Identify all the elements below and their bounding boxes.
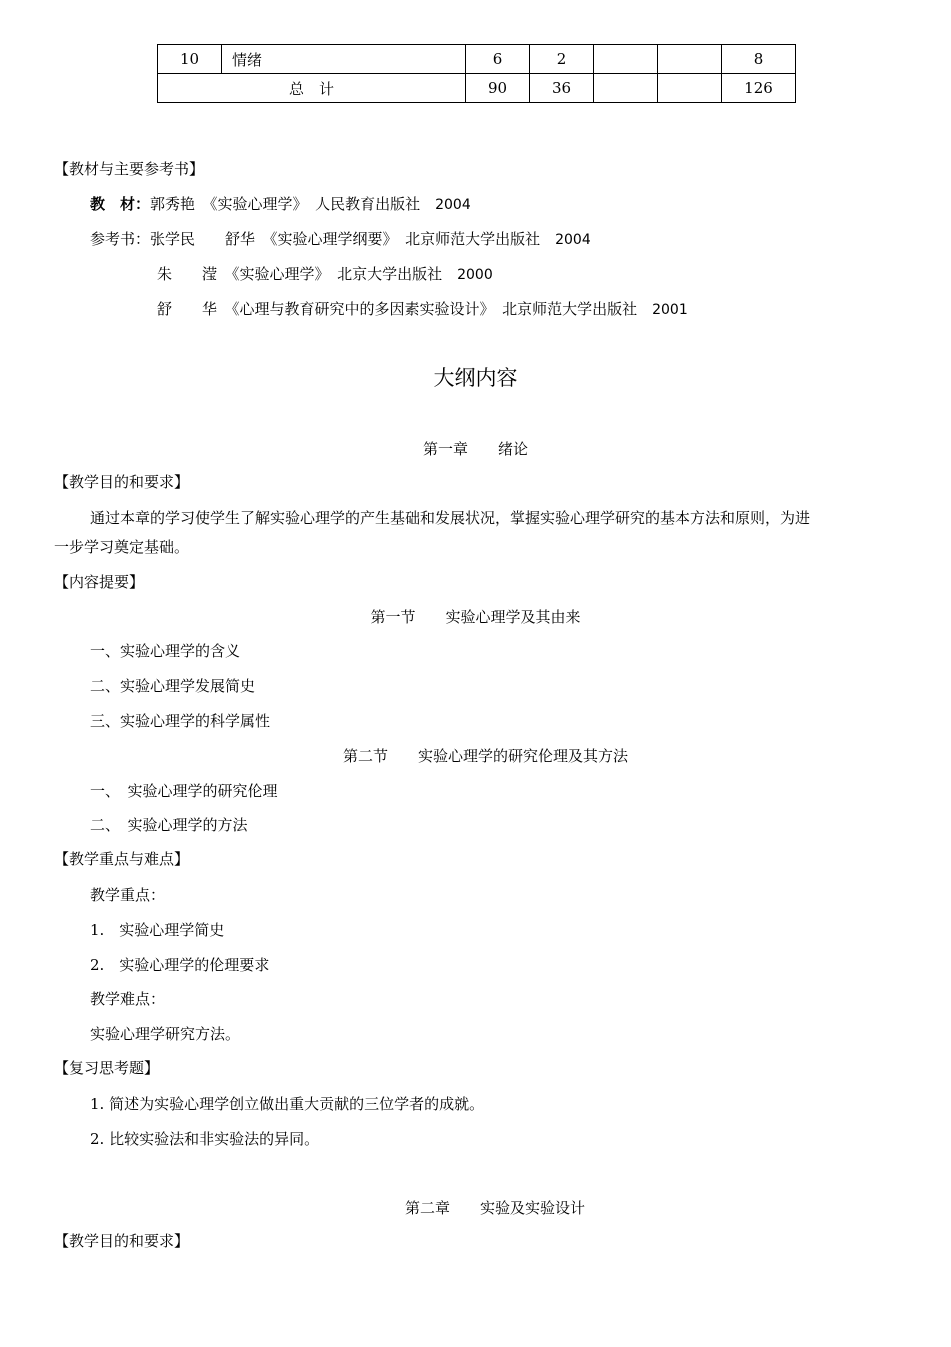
reference-line	[90, 230, 591, 249]
list-item: 二、 实验心理学的方法	[90, 816, 248, 834]
textbook-label: 教 材：	[90, 195, 151, 213]
reference-line	[157, 265, 493, 284]
book-year: 2000	[457, 267, 493, 283]
difficulty-text: 实验心理学研究方法。	[90, 1025, 241, 1043]
book-title: 《实验心理学纲要》	[270, 230, 391, 248]
book-title: 《实验心理学》	[232, 265, 323, 283]
book-year: 2004	[555, 232, 591, 248]
cell-value: 2	[530, 45, 594, 74]
cell-value: 6	[466, 45, 530, 74]
book-publisher: 北京师范大学出版社	[405, 230, 541, 248]
book-title: 《实验心理学》	[210, 195, 301, 213]
goals-heading: 【教学目的和要求】	[54, 1232, 190, 1250]
list-item: 1. 实验心理学简史	[90, 921, 225, 939]
section-title: 第一节 实验心理学及其由来	[370, 608, 581, 626]
chapter-title: 第一章 绪论	[422, 440, 528, 458]
list-item: 三、实验心理学的科学属性	[90, 712, 271, 730]
book-publisher: 人民教育出版社	[315, 195, 421, 213]
section-title: 第二节 实验心理学的研究伦理及其方法	[342, 747, 628, 765]
table-total-row	[158, 74, 796, 103]
cell-no: 10	[158, 45, 222, 74]
cell-value: 36	[530, 74, 594, 103]
list-item: 一、 实验心理学的研究伦理	[90, 782, 278, 800]
reference-line	[157, 300, 688, 319]
cell-value: 126	[722, 74, 796, 103]
cell-value: 8	[722, 45, 796, 74]
key-label: 教学重点：	[90, 886, 166, 904]
book-author: 朱 滢	[157, 265, 218, 283]
list-item: 2. 比较实验法和非实验法的异同。	[90, 1130, 320, 1148]
outline-title: 大纲内容	[433, 366, 518, 390]
book-author: 舒 华	[157, 300, 218, 318]
key-heading: 【教学重点与难点】	[54, 850, 190, 868]
list-item: 一、实验心理学的含义	[90, 642, 241, 660]
difficulty-label: 教学难点：	[90, 990, 166, 1008]
table-row	[158, 45, 796, 74]
review-heading: 【复习思考题】	[54, 1059, 160, 1077]
book-year: 2004	[435, 197, 471, 213]
book-author: 郭秀艳	[150, 195, 196, 213]
hours-table	[157, 44, 796, 103]
book-author: 张学民 舒华	[150, 230, 256, 248]
book-title: 《心理与教育研究中的多因素实验设计》	[232, 300, 488, 318]
cell-total-label: 总 计	[158, 74, 466, 103]
book-year: 2001	[652, 302, 688, 318]
cell-value	[658, 74, 722, 103]
book-publisher: 北京师范大学出版社	[502, 300, 638, 318]
goals-text: 一步学习奠定基础。	[54, 538, 190, 556]
cell-value	[594, 74, 658, 103]
reference-label: 参考书：	[90, 230, 151, 248]
list-item: 1. 简述为实验心理学创立做出重大贡献的三位学者的成就。	[90, 1095, 485, 1113]
cell-name: 情绪	[222, 45, 466, 74]
book-publisher: 北京大学出版社	[337, 265, 443, 283]
cell-value	[594, 45, 658, 74]
chapter-title: 第二章 实验及实验设计	[404, 1199, 585, 1217]
goals-heading: 【教学目的和要求】	[54, 473, 190, 491]
cell-value: 90	[466, 74, 530, 103]
content-heading: 【内容提要】	[54, 573, 145, 591]
cell-value	[658, 45, 722, 74]
list-item: 二、实验心理学发展简史	[90, 677, 256, 695]
list-item: 2. 实验心理学的伦理要求	[90, 956, 270, 974]
books-heading: 【教材与主要参考书】	[54, 160, 205, 178]
goals-text: 通过本章的学习使学生了解实验心理学的产生基础和发展状况，掌握实验心理学研究的基本方法和原则，为进	[90, 509, 811, 527]
textbook-line	[90, 195, 471, 214]
